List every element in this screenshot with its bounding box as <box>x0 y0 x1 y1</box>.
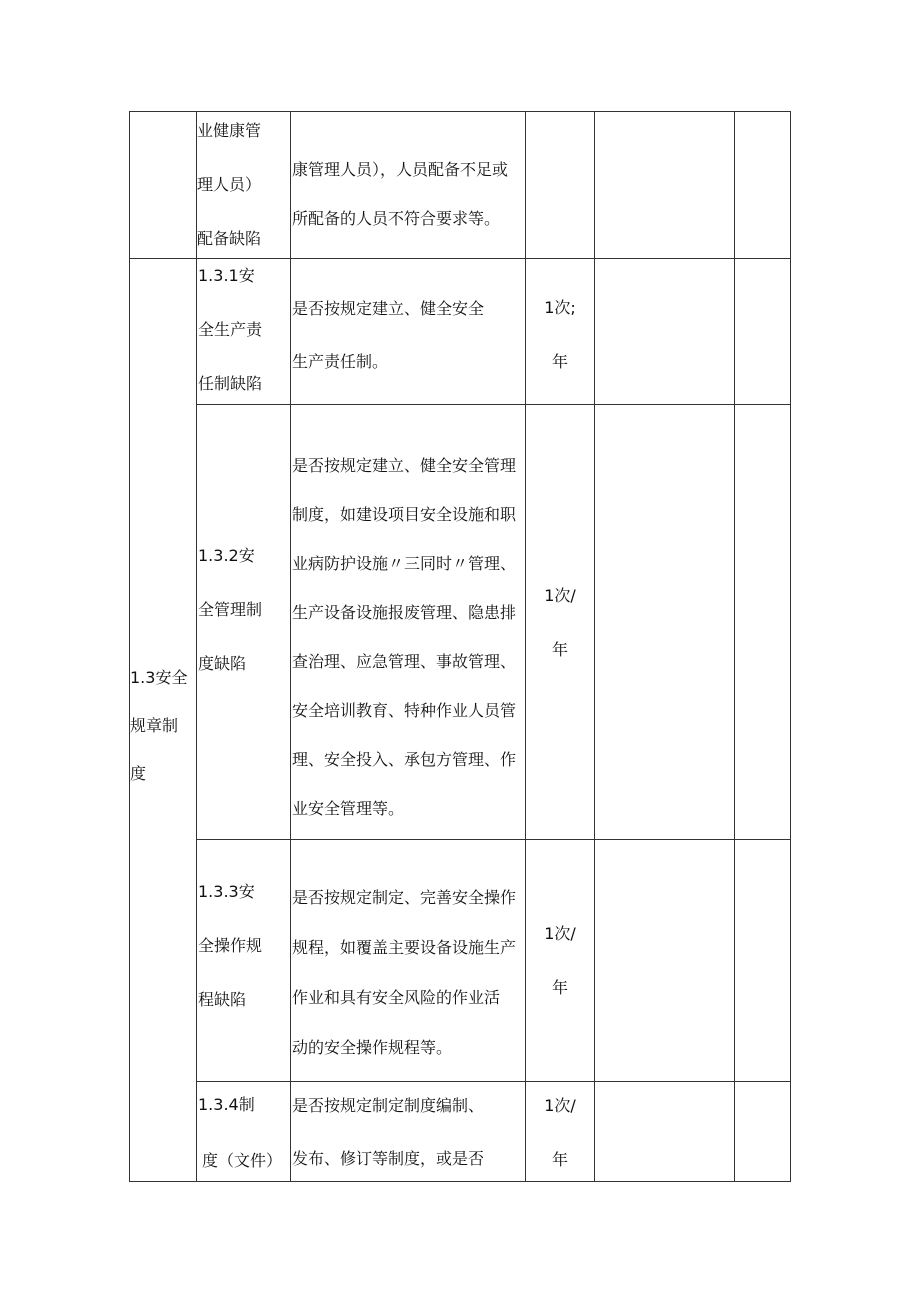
content-line: 业病防护设施〃三同时〃管理、 <box>292 554 517 573</box>
inspection-table <box>129 111 791 1182</box>
subitem-line: 全管理制 <box>198 600 263 619</box>
subitem-line: 理人员） <box>197 175 262 194</box>
frequency-line: 年 <box>551 1150 568 1169</box>
subitem-cell <box>197 104 261 266</box>
row-divider <box>196 839 791 840</box>
category-line: 规章制 <box>130 716 179 735</box>
content-line: 所配备的人员不符合要求等。 <box>292 209 501 228</box>
content-cell <box>292 441 516 833</box>
content-line: 业安全管理等。 <box>292 799 405 818</box>
subitem-line: 全操作规 <box>198 936 263 955</box>
subitem-line: 度缺陷 <box>198 654 247 673</box>
content-line: 动的安全操作规程等。 <box>292 1038 453 1057</box>
subitem-line: 任制缺陷 <box>198 374 263 393</box>
content-cell <box>292 281 484 386</box>
content-line: 是否按规定建立、健全安全 <box>292 299 485 318</box>
frequency-line: 年 <box>551 352 568 371</box>
subitem-cell <box>198 529 262 691</box>
subitem-line: 1.3.3安 <box>198 882 255 901</box>
subitem-line: 1.3.1安 <box>198 266 255 285</box>
content-line: 生产设备设施报废管理、隐患排 <box>292 603 517 622</box>
subitem-cell <box>198 865 262 1027</box>
frequency-cell <box>526 569 594 677</box>
subitem-line: 1.3.2安 <box>198 546 255 565</box>
frequency-line: 年 <box>551 978 568 997</box>
subitem-cell <box>198 249 262 411</box>
subitem-line: 程缺陷 <box>198 990 247 1009</box>
content-cell <box>292 145 508 243</box>
category-line: 度 <box>130 764 147 783</box>
subitem-line: 业健康管 <box>197 121 262 140</box>
frequency-cell <box>526 907 594 1015</box>
content-line: 是否按规定制定制度编制、 <box>292 1096 485 1115</box>
row-divider <box>196 404 791 405</box>
column-divider <box>290 111 291 1182</box>
frequency-line: 1次/ <box>544 924 576 943</box>
content-line: 制度，如建设项目安全设施和职 <box>292 505 517 524</box>
content-line: 作业和具有安全风险的作业活 <box>292 988 501 1007</box>
content-line: 规程，如覆盖主要设备设施生产 <box>292 938 517 957</box>
subitem-cell <box>198 1077 282 1189</box>
content-line: 是否按规定制定、完善安全操作 <box>292 888 517 907</box>
frequency-line: 年 <box>551 640 568 659</box>
table-border-left <box>129 111 130 1182</box>
content-line: 理、安全投入、承包方管理、作 <box>292 750 517 769</box>
subitem-line: 配备缺陷 <box>197 229 262 248</box>
column-divider <box>594 111 595 1182</box>
row-divider <box>196 1081 791 1082</box>
frequency-line: 1次/ <box>544 1096 576 1115</box>
frequency-line: 1次/ <box>544 586 576 605</box>
column-divider <box>196 111 197 1182</box>
subitem-line: 度（文件） <box>202 1151 283 1170</box>
content-line: 查治理、应急管理、事故管理、 <box>292 652 517 671</box>
content-line: 发布、修订等制度，或是否 <box>292 1149 485 1168</box>
frequency-cell <box>526 1079 594 1187</box>
content-cell <box>292 1081 484 1187</box>
content-line: 生产责任制。 <box>292 352 389 371</box>
table-border-right <box>790 111 791 1182</box>
content-line: 是否按规定建立、健全安全管理 <box>292 456 517 475</box>
subitem-line: 全生产责 <box>198 320 263 339</box>
content-cell <box>292 873 516 1073</box>
column-divider <box>734 111 735 1182</box>
content-line: 安全培训教育、特种作业人员管 <box>292 701 517 720</box>
content-line: 康管理人员），人员配备不足或 <box>292 160 509 179</box>
frequency-cell <box>526 281 594 389</box>
subitem-line: 1.3.4制 <box>198 1095 255 1114</box>
category-cell <box>130 654 196 798</box>
frequency-line: 1次; <box>544 298 576 317</box>
category-line: 1.3安全 <box>130 668 188 687</box>
